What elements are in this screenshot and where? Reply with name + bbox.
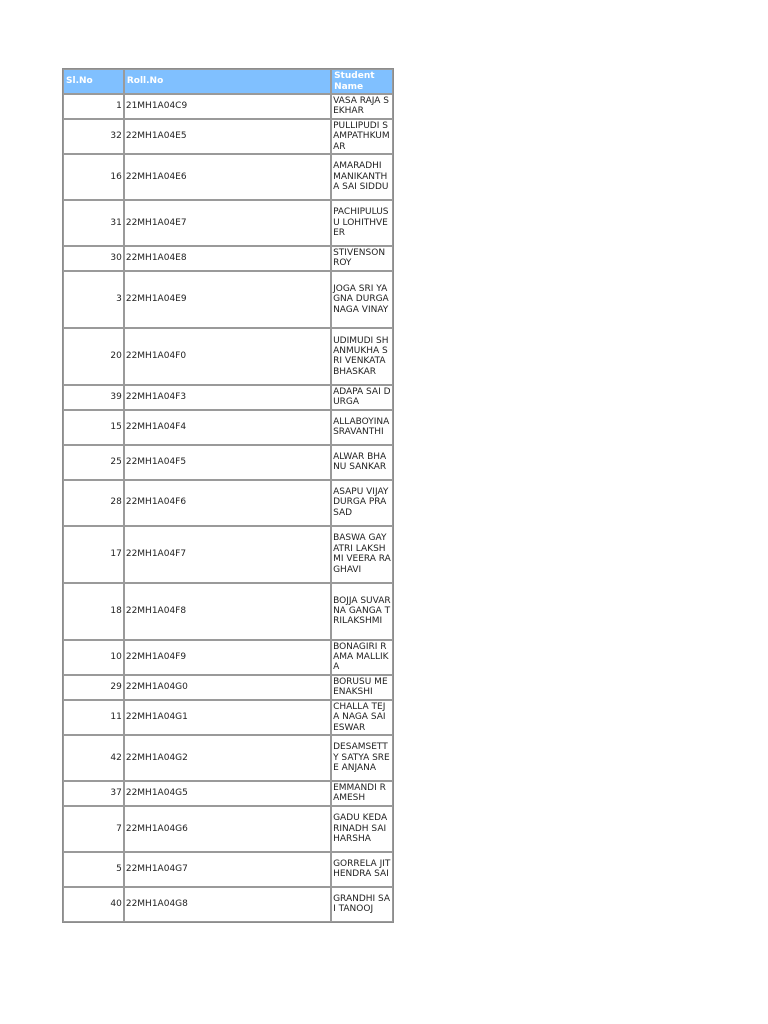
table-row bbox=[63, 852, 393, 887]
header-student-name: Student Name bbox=[331, 69, 393, 94]
cell-student-name: BONAGIRI RAMA MALLIKA bbox=[331, 640, 393, 675]
cell-student-name: GRANDHI SAI TANOOJ bbox=[331, 887, 393, 922]
cell-roll-no: 22MH1A04F9 bbox=[124, 640, 331, 675]
cell-slno: 25 bbox=[63, 445, 124, 480]
cell-student-name: STIVENSON ROY bbox=[331, 246, 393, 271]
cell-slno: 7 bbox=[63, 806, 124, 852]
table-row bbox=[63, 700, 393, 735]
cell-slno: 17 bbox=[63, 526, 124, 583]
cell-student-name: BORUSU MEENAKSHI bbox=[331, 675, 393, 700]
cell-student-name: GORRELA JITHENDRA SAI bbox=[331, 852, 393, 887]
cell-roll-no: 22MH1A04F3 bbox=[124, 385, 331, 410]
table-row bbox=[63, 410, 393, 445]
cell-slno: 32 bbox=[63, 119, 124, 154]
header-slno: Sl.No bbox=[63, 69, 124, 94]
cell-slno: 10 bbox=[63, 640, 124, 675]
cell-roll-no: 22MH1A04F0 bbox=[124, 328, 331, 385]
cell-student-name: UDIMUDI SHANMUKHA SRI VENKATA BHASKAR bbox=[331, 328, 393, 385]
cell-slno: 37 bbox=[63, 781, 124, 806]
cell-roll-no: 22MH1A04G7 bbox=[124, 852, 331, 887]
cell-roll-no: 22MH1A04F8 bbox=[124, 583, 331, 640]
cell-roll-no: 22MH1A04E5 bbox=[124, 119, 331, 154]
cell-roll-no: 22MH1A04E6 bbox=[124, 154, 331, 200]
cell-roll-no: 22MH1A04F4 bbox=[124, 410, 331, 445]
table-row bbox=[63, 246, 393, 271]
cell-student-name: VASA RAJA SEKHAR bbox=[331, 94, 393, 119]
cell-roll-no: 22MH1A04E8 bbox=[124, 246, 331, 271]
table-row bbox=[63, 154, 393, 200]
header-row bbox=[63, 69, 393, 94]
header-roll-no: Roll.No bbox=[124, 69, 331, 94]
table-row bbox=[63, 735, 393, 781]
cell-student-name: ALWAR BHANU SANKAR bbox=[331, 445, 393, 480]
cell-student-name: ASAPU VIJAY DURGA PRASAD bbox=[331, 480, 393, 526]
cell-student-name: JOGA SRI YAGNA DURGA NAGA VINAY bbox=[331, 271, 393, 328]
cell-slno: 29 bbox=[63, 675, 124, 700]
table-body bbox=[63, 94, 393, 922]
table-row bbox=[63, 385, 393, 410]
cell-student-name: BOJJA SUVARNA GANGA TRILAKSHMI bbox=[331, 583, 393, 640]
table-row bbox=[63, 526, 393, 583]
cell-slno: 5 bbox=[63, 852, 124, 887]
cell-slno: 28 bbox=[63, 480, 124, 526]
table-row bbox=[63, 583, 393, 640]
table-row bbox=[63, 887, 393, 922]
cell-roll-no: 22MH1A04F6 bbox=[124, 480, 331, 526]
table-row bbox=[63, 445, 393, 480]
cell-student-name: GADU KEDARINADH SAIHARSHA bbox=[331, 806, 393, 852]
table-row bbox=[63, 328, 393, 385]
cell-slno: 11 bbox=[63, 700, 124, 735]
cell-roll-no: 22MH1A04F7 bbox=[124, 526, 331, 583]
cell-roll-no: 22MH1A04G2 bbox=[124, 735, 331, 781]
cell-slno: 30 bbox=[63, 246, 124, 271]
table-row bbox=[63, 200, 393, 246]
cell-student-name: ALLABOYINA SRAVANTHI bbox=[331, 410, 393, 445]
table-row bbox=[63, 675, 393, 700]
cell-slno: 3 bbox=[63, 271, 124, 328]
table-row bbox=[63, 271, 393, 328]
cell-roll-no: 22MH1A04G6 bbox=[124, 806, 331, 852]
cell-student-name: ADAPA SAI DURGA bbox=[331, 385, 393, 410]
cell-student-name: EMMANDI RAMESH bbox=[331, 781, 393, 806]
cell-roll-no: 22MH1A04E7 bbox=[124, 200, 331, 246]
cell-slno: 16 bbox=[63, 154, 124, 200]
table-row bbox=[63, 806, 393, 852]
student-roster-table bbox=[62, 68, 394, 923]
cell-slno: 40 bbox=[63, 887, 124, 922]
cell-roll-no: 22MH1A04G8 bbox=[124, 887, 331, 922]
cell-slno: 15 bbox=[63, 410, 124, 445]
cell-slno: 18 bbox=[63, 583, 124, 640]
cell-slno: 31 bbox=[63, 200, 124, 246]
cell-roll-no: 22MH1A04G1 bbox=[124, 700, 331, 735]
table-header bbox=[63, 69, 393, 94]
cell-student-name: DESAMSETTY SATYA SREE ANJANA bbox=[331, 735, 393, 781]
cell-roll-no: 22MH1A04E9 bbox=[124, 271, 331, 328]
cell-roll-no: 22MH1A04F5 bbox=[124, 445, 331, 480]
cell-student-name: BASWA GAYATRI LAKSHMI VEERA RAGHAVI bbox=[331, 526, 393, 583]
cell-student-name: CHALLA TEJA NAGA SAI ESWAR bbox=[331, 700, 393, 735]
cell-roll-no: 21MH1A04C9 bbox=[124, 94, 331, 119]
cell-student-name: AMARADHI MANIKANTHA SAI SIDDU bbox=[331, 154, 393, 200]
table-row bbox=[63, 480, 393, 526]
table-row bbox=[63, 640, 393, 675]
cell-roll-no: 22MH1A04G0 bbox=[124, 675, 331, 700]
table-row bbox=[63, 781, 393, 806]
table-row bbox=[63, 94, 393, 119]
cell-student-name: PACHIPULUSU LOHITHVEER bbox=[331, 200, 393, 246]
cell-slno: 1 bbox=[63, 94, 124, 119]
cell-roll-no: 22MH1A04G5 bbox=[124, 781, 331, 806]
cell-student-name: PULLIPUDI SAMPATHKUMAR bbox=[331, 119, 393, 154]
table-row bbox=[63, 119, 393, 154]
cell-slno: 39 bbox=[63, 385, 124, 410]
cell-slno: 42 bbox=[63, 735, 124, 781]
cell-slno: 20 bbox=[63, 328, 124, 385]
